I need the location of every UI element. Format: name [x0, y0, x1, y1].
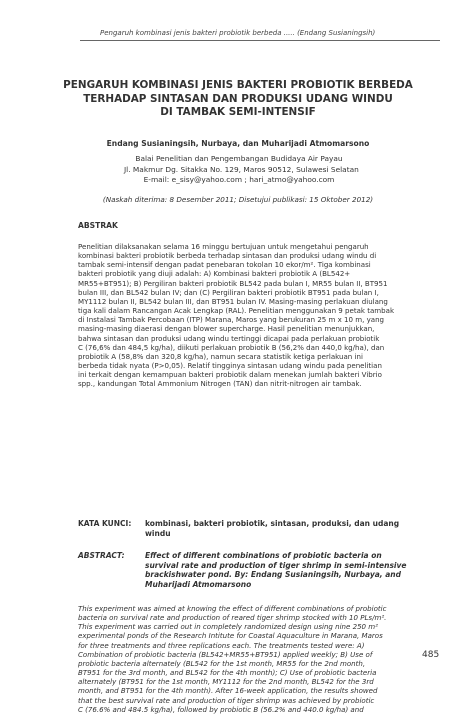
abstract-line: that the best survival rate and production of tiger shrimp was achieved by probiotic — [78, 695, 375, 705]
abstract-line: BT951 for the 3rd month, and BL542 for the 4th month); C) Use of probiotic bacteria — [78, 668, 377, 678]
affiliation — [124, 154, 359, 186]
abstrak-line: Penelitian dilaksanakan selama 16 minggu bertujuan untuk mengetahui pengaruh — [78, 242, 369, 251]
abstract-line: bacteria on survival rate and production of reared tiger shrimp stocked with 10 PLs/m². — [78, 613, 387, 623]
abstrak-line: ini terkait dengan kemampuan bakteri probiotik dalam menekan jumlah bakteri Vibrio — [78, 370, 382, 380]
abstrak-line: probiotik A (58,8% dan 320,8 kg/ha), namun secara statistik ketiga perlakuan ini — [78, 351, 363, 361]
abstract-body — [78, 604, 412, 714]
abstract-title-line: brackishwater pond. By: Endang Susianingsih, Nurbaya, and — [145, 570, 402, 580]
abstrak-line: tambak semi-intensif dengan padat penebaran tokolan 10 ekor/m². Tiga kombinasi — [78, 260, 371, 270]
abstrak-line: di Instalasi Tambak Percobaan (ITP) Marana, Maros yang berukuran 25 m x 10 m, yang — [78, 315, 385, 325]
affiliation-email: E-mail: e_sisy@yahoo.com ; hari_atmo@yahoo.com — [143, 175, 335, 184]
title-line: DI TAMBAK SEMI-INTENSIF — [160, 106, 316, 118]
header-rule — [80, 40, 440, 41]
article-title — [48, 79, 428, 120]
abstrak-line: C (76,6% dan 484,5 kg/ha), diikuti perlakuan probiotik B (56,2% dan 440,0 kg/ha), dan — [78, 342, 385, 352]
abstract-title-line: survival rate and production of tiger shrimp in semi-intensive — [145, 560, 407, 570]
title-line: PENGARUH KOMBINASI JENIS BAKTERI PROBIOTIK BERBEDA — [63, 79, 413, 91]
abstrak-line: MR55+BT951); B) Pergiliran bakteri probiotik BL542 pada bulan I, MR55 bulan II, BT951 — [78, 278, 388, 288]
abstrak-line: bahwa sintasan dan produksi udang windu tertinggi dicapai pada perlakuan probiotik — [78, 333, 380, 343]
affiliation-line: Balai Penelitian dan Pengembangan Budidaya Air Payau — [135, 154, 343, 163]
abstract-line: Combination of probiotic bacteria (BL542+MR55+BT951) applied weekly; B) Use of — [78, 649, 373, 659]
abstract-line: C (76.6% and 484.5 kg/ha), followed by probiotic B (56.2% and 440.0 kg/ha) and — [78, 704, 364, 714]
authors: Endang Susianingsih, Nurbaya, dan Muharijadi Atmomarsono — [106, 139, 370, 148]
title-line: TERHADAP SINTASAN DAN PRODUKSI UDANG WINDU — [83, 92, 393, 105]
abstract-title-line: Effect of different combinations of probiotic bacteria on — [145, 551, 382, 560]
running-header: Pengaruh kombinasi jenis bakteri probiotik berbeda ..... (Endang Susianingsih) — [100, 29, 376, 37]
abstrak-line: berbeda tidak nyata (P>0,05). Relatif tingginya sintasan udang windu pada penelitian — [78, 361, 382, 371]
abstract-title — [145, 551, 415, 589]
abstract-title-line: Muharijadi Atmomarsono — [145, 579, 252, 589]
page-number: 485 — [422, 650, 440, 660]
abstract-line: experimental ponds of the Research Intitute for Coastal Aquaculture in Marana, Maros — [78, 631, 383, 641]
abstrak-line: kombinasi bakteri probiotik berbeda terhadap sintasan dan produksi udang windu di — [78, 251, 377, 261]
abstract-line: This experiment was carried out in completely randomized design using nine 250 m² — [78, 622, 378, 632]
received-dates: (Naskah diterima: 8 Desember 2011; Disetujui publikasi: 15 Oktober 2012) — [102, 195, 374, 204]
abstrak-heading: ABSTRAK — [78, 221, 118, 230]
abstract-line: probiotic bacteria alternately (BL542 for the 1st month, MR55 for the 2nd month, — [78, 658, 366, 668]
abstrak-line: tiga kali dalam Rancangan Acak Lengkap (RAL). Penelitian menggunakan 9 petak tambak — [78, 306, 395, 316]
affiliation-line: Jl. Makmur Dg. Sitakka No. 129, Maros 90512, Sulawesi Selatan — [124, 164, 359, 174]
keywords-text: kombinasi, bakteri probiotik, sintasan, produksi, dan udang windu — [145, 519, 400, 538]
abstrak-line: bakteri probiotik yang diuji adalah: A) Kombinasi bakteri probiotik A (BL542+ — [78, 269, 351, 279]
abstrak-line: spp., kandungan Total Ammonium Nitrogen (TAN) dan nitrit-nitrogen air tambak. — [78, 379, 362, 389]
abstract-label: ABSTRACT: — [78, 551, 125, 560]
abstract-line: This experiment was aimed at knowing the effect of different combinations of probiotic — [78, 604, 387, 613]
abstract-line: month, and BT951 for the 4th month). After 16-week application, the results showed — [78, 686, 378, 696]
abstrak-line: MY1112 bulan II, BL542 bulan III, dan BT951 bulan IV. Masing-masing perlakuan diulang — [78, 296, 388, 306]
abstrak-body — [78, 242, 412, 389]
keywords-label: KATA KUNCI: — [78, 519, 132, 528]
abstrak-line: bulan III, dan BL542 bulan IV; dan (C) Pergiliran bakteri probiotik BT951 pada bulan I, — [78, 287, 379, 297]
abstrak-line: masing-masing diaerasi dengan blower supercharge. Hasil penelitian menunjukkan, — [78, 324, 375, 334]
abstract-line: for three treatments and three replications each. The treatments tested were: A) — [78, 640, 365, 650]
abstract-line: alternately (BT951 for the 1st month, MY1112 for the 2nd month, BL542 for the 3rd — [78, 677, 374, 687]
